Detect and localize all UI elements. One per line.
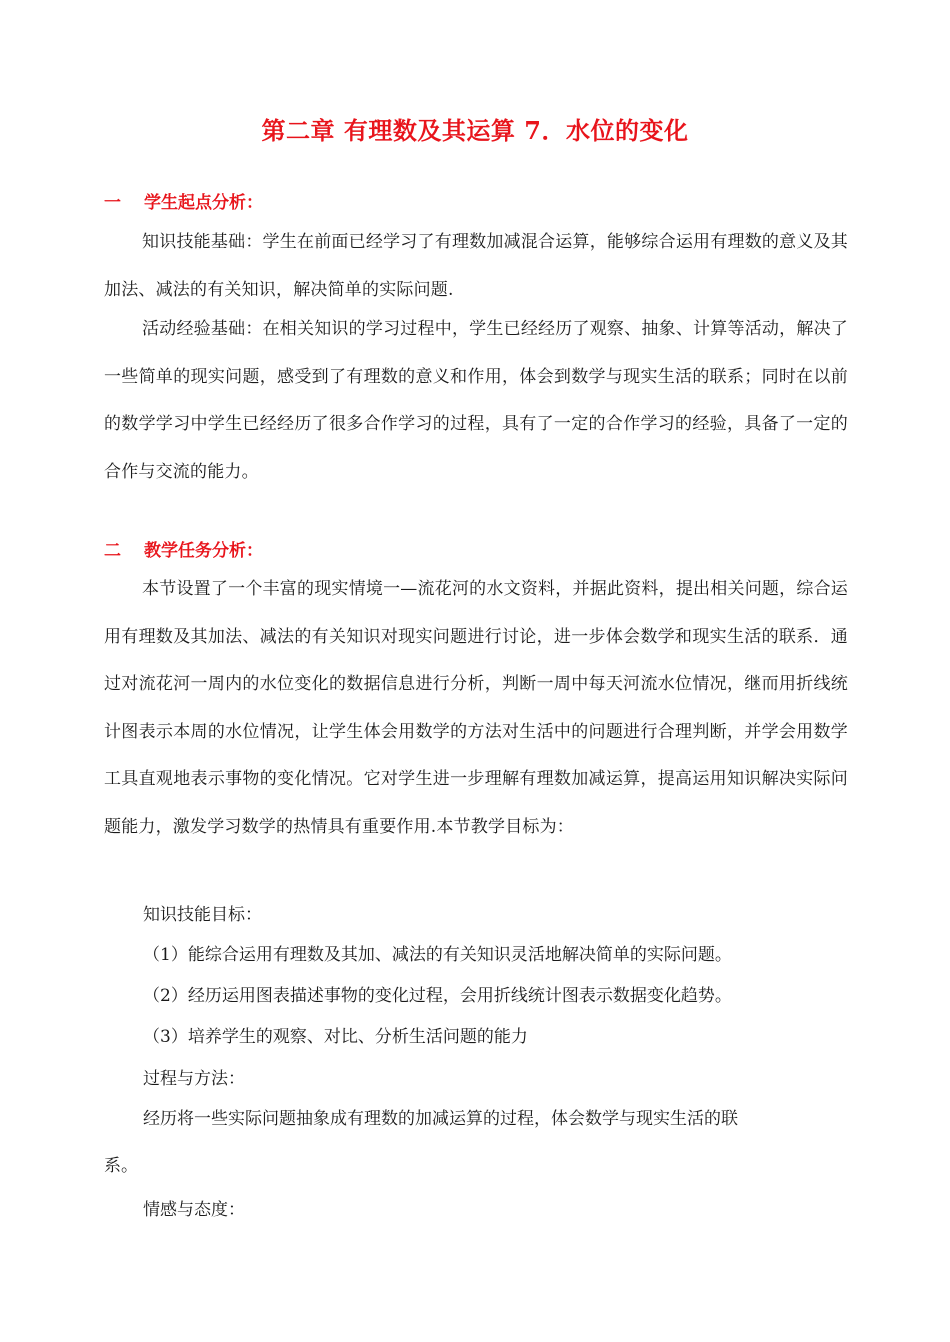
section-2-number: 二 (104, 541, 121, 561)
section-1-number: 一 (104, 193, 121, 213)
process-text-line-2: 系。 (104, 1156, 138, 1176)
emotion-attitude-label: 情感与态度： (143, 1200, 245, 1220)
knowledge-goals-label: 知识技能目标： (143, 905, 262, 925)
process-method-label: 过程与方法： (143, 1069, 245, 1089)
section-2-heading-text: 教学任务分析： (144, 541, 263, 561)
goal-item-3: （3）培养学生的观察、对比、分析生活问题的能力 (143, 1027, 528, 1047)
process-text-line-1: 经历将一些实际问题抽象成有理数的加减运算的过程，体会数学与现实生活的联 (143, 1109, 738, 1129)
goal-item-2: （2）经历运用图表描述事物的变化过程，会用折线统计图表示数据变化趋势。 (143, 986, 732, 1006)
section-1-paragraph-1: 知识技能基础：学生在前面已经学习了有理数加减混合运算，能够综合运用有理数的意义及其加法、减法的有关知识，解决简单的实际问题. (104, 232, 848, 300)
page-title: 第二章 有理数及其运算 7．水位的变化 (261, 116, 689, 145)
goal-item-1: （1）能综合运用有理数及其加、减法的有关知识灵活地解决简单的实际问题。 (143, 945, 732, 965)
section-1-heading-text: 学生起点分析： (144, 193, 263, 213)
section-2-paragraph-1: 本节设置了一个丰富的现实情境一—流花河的水文资料，并据此资料，提出相关问题，综合运用有理数及其加法、减法的有关知识对现实问题进行讨论，进一步体会数学和现实生活的联系．通过对流花河一周内的水位变化的数据信息进行分析，判断一周中每天河流水位情况，继而用折线统计图表示本周的水位情况，让学生体会用数学的方法对生活中的问题进行合理判断，并学会用数学工具直观地表示事物的变化情况。它对学生进一步理解有理数加减运算，提高运用知识解决实际问题能力，激发学习数学的热情具有重要作用.本节教学目标为： (104, 579, 848, 837)
section-1-paragraph-2: 活动经验基础：在相关知识的学习过程中，学生已经经历了观察、抽象、计算等活动，解决了一些简单的现实问题，感受到了有理数的意义和作用，体会到数学与现实生活的联系；同时在以前的数学学习中学生已经经历了很多合作学习的过程，具有了一定的合作学习的经验，具备了一定的合作与交流的能力。 (104, 319, 848, 482)
section-1-heading (104, 190, 263, 216)
section-2-heading (104, 538, 263, 564)
